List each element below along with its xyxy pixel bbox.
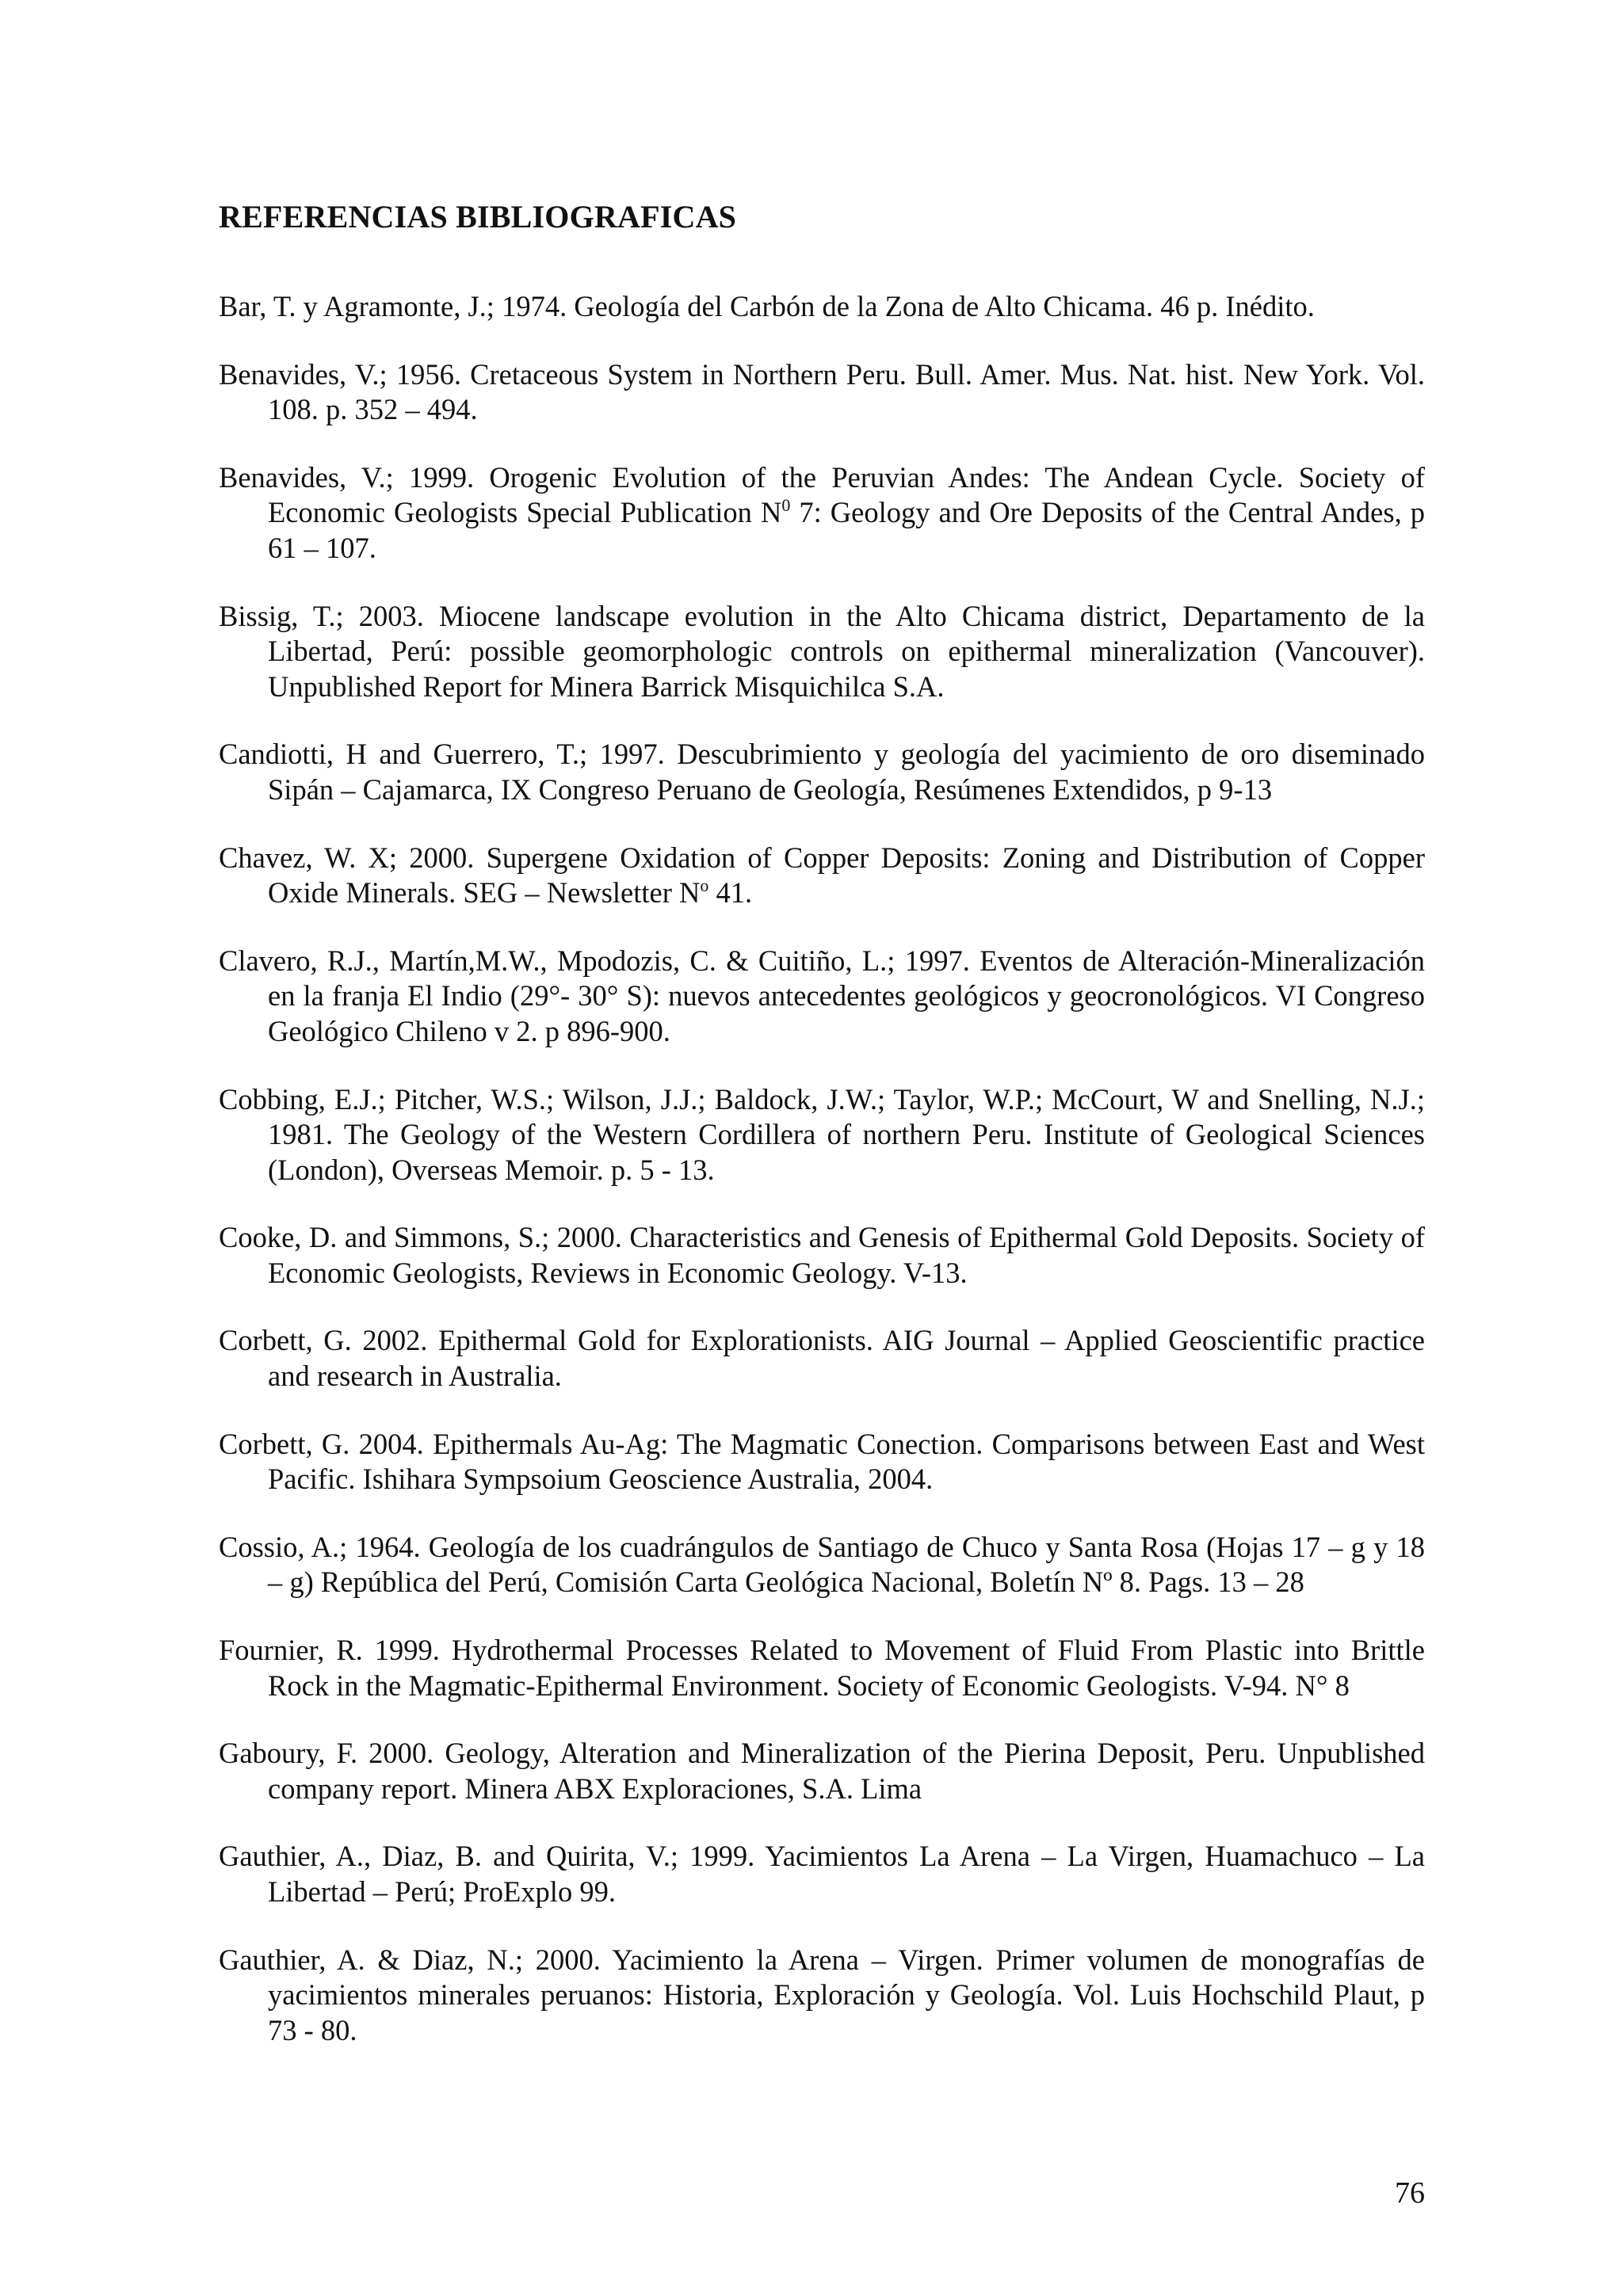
reference-text: Gaboury, F. 2000. Geology, Alteration and Mineralization of the Pierina Deposit, Peru. Unpublished company report. Minera ABX Exploraciones, S.A. Lima [219,1737,1425,1805]
reference-text: Corbett, G. 2004. Epithermals Au-Ag: The Magmatic Conection. Comparisons between East and West Pacific. Ishihara Sympsoium Geoscience Australia, 2004. [219,1427,1425,1496]
reference-item [219,460,1425,566]
reference-item [219,357,1425,428]
reference-text: Cossio, A.; 1964. Geología de los cuadrángulos de Santiago de Chuco y Santa Rosa (Hojas 17 – g y 18 – g) República del Perú, Comisión Carta Geológica Nacional, Boletín Nº 8. Pags. 13 – 28 [219,1530,1425,1599]
reference-text: Gauthier, A. & Diaz, N.; 2000. Yacimiento la Arena – Virgen. Primer volumen de monografías de yacimientos minerales peruanos: Historia, Exploración y Geología. Vol. Luis Hochschild Plaut, p 73 - 80. [219,1943,1425,2046]
reference-item [219,1220,1425,1291]
reference-text: 7: Geology and Ore Deposits of the Central Andes, p 61 – 107. [268,496,1425,564]
reference-text: 41. [708,876,753,910]
reference-item [219,944,1425,1050]
reference-item [219,1736,1425,1806]
reference-text: Fournier, R. 1999. Hydrothermal Processes Related to Movement of Fluid From Plastic into Brittle Rock in the Magmatic-Epithermal Environment. Society of Economic Geologists. V-94. N° 8 [219,1634,1425,1702]
reference-text: Cobbing, E.J.; Pitcher, W.S.; Wilson, J.J.; Baldock, J.W.; Taylor, W.P.; McCourt, W and Snelling, N.J.; 1981. The Geology of the Western Cordillera of northern Peru. Institute of Geological Sciences (London), Overseas Memoir. p. 5 - 13. [219,1082,1425,1186]
reference-text: Chavez, W. X; 2000. Supergene Oxidation of Copper Deposits: Zoning and Distribution of Copper Oxide Minerals. SEG – Newsletter N [219,841,1425,910]
reference-item [219,841,1425,911]
reference-text: Clavero, R.J., Martín,M.W., Mpodozis, C. & Cuitiño, L.; 1997. Eventos de Alteración-Mineralización en la franja El Indio (29°- 30° S): nuevos antecedentes geológicos y geocronológicos. VI Congreso Geológico Chileno v 2. p 896-900. [219,944,1425,1047]
page-number: 76 [1395,2176,1425,2210]
reference-item [219,1943,1425,2049]
reference-item [219,1427,1425,1497]
reference-item [219,1323,1425,1394]
reference-text: Candiotti, H and Guerrero, T.; 1997. Descubrimiento y geología del yacimiento de oro diseminado Sipán – Cajamarca, IX Congreso Peruano de Geología, Resúmenes Extendidos, p 9-13 [219,738,1425,806]
superscript: o [700,875,709,896]
reference-item [219,737,1425,807]
reference-text: Gauthier, A., Diaz, B. and Quirita, V.; 1999. Yacimientos La Arena – La Virgen, Huamachuco – La Libertad – Perú; ProExplo 99. [219,1840,1425,1908]
reference-item [219,289,1425,325]
reference-text: Bissig, T.; 2003. Miocene landscape evolution in the Alto Chicama district, Departamento de la Libertad, Perú: possible geomorphologic controls on epithermal mineralization (Vancouver). Unpublished Report for Minera Barrick Misquichilca S.A. [219,599,1425,703]
reference-text: Benavides, V.; 1999. Orogenic Evolution of the Peruvian Andes: The Andean Cycle. Society of Economic Geologists Special Publication N [219,460,1425,529]
section-heading: REFERENCIAS BIBLIOGRAFICAS [219,199,737,235]
superscript: 0 [781,495,791,516]
reference-item [219,1082,1425,1188]
reference-text: Bar, T. y Agramonte, J.; 1974. Geología del Carbón de la Zona de Alto Chicama. 46 p. Inédito. [219,290,1315,322]
reference-item [219,599,1425,705]
reference-item [219,1633,1425,1703]
reference-item [219,1530,1425,1600]
reference-text: Cooke, D. and Simmons, S.; 2000. Characteristics and Genesis of Epithermal Gold Deposits. Society of Economic Geologists, Reviews in Economic Geology. V-13. [219,1221,1425,1289]
reference-item [219,1839,1425,1909]
reference-text: Benavides, V.; 1956. Cretaceous System in Northern Peru. Bull. Amer. Mus. Nat. hist. New York. Vol. 108. p. 352 – 494. [219,357,1425,426]
reference-text: Corbett, G. 2002. Epithermal Gold for Explorationists. AIG Journal – Applied Geoscientific practice and research in Australia. [219,1324,1425,1393]
reference-list [219,289,1425,2081]
